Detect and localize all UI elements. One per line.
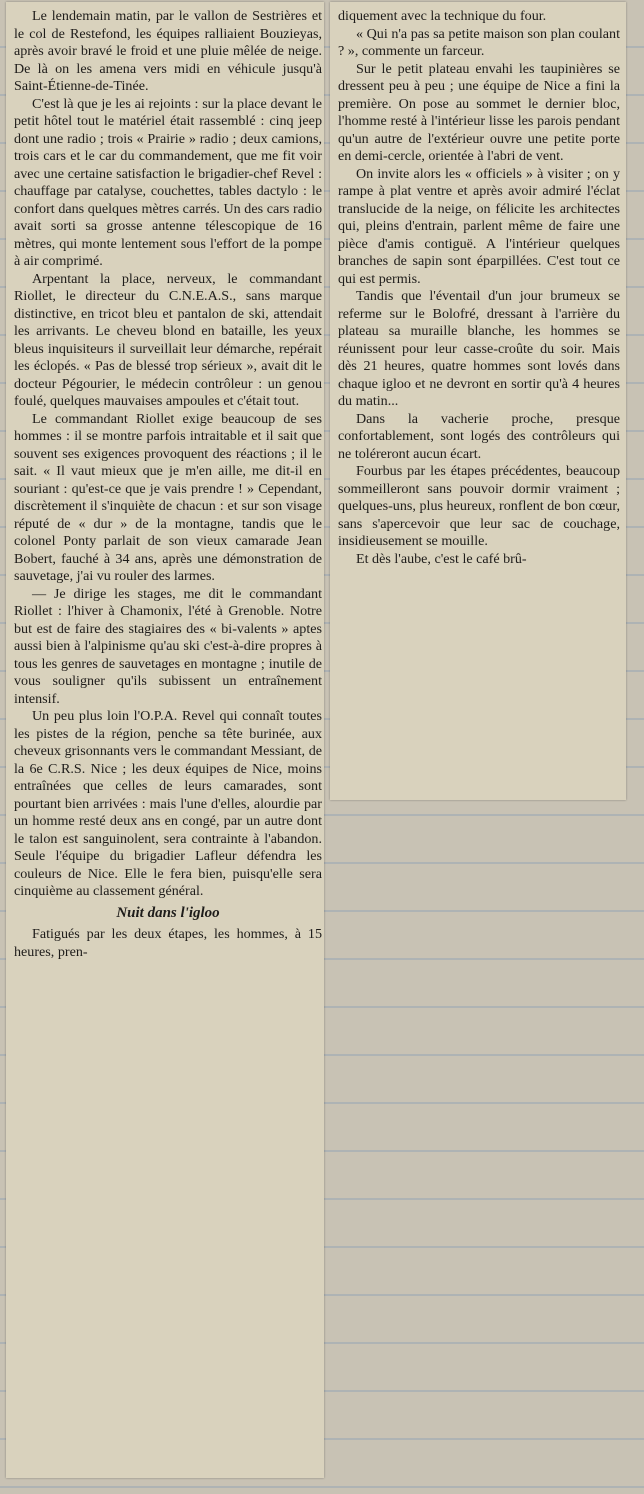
- paragraph: On invite alors les « officiels » à visiter ; on y rampe à plat ventre et après avoir admiré l'éclat translucide de la neige, on félicite les architectes qui, pleins d'entrain, parlent même de faire une pièce d'amis contiguë. A l'intérieur quelques branches de sapin sont éparpillées. C'est tout ce qui est permis.: [338, 165, 620, 287]
- paragraph: Un peu plus loin l'O.P.A. Revel qui connaît toutes les pistes de la région, penche sa tête burinée, aux cheveux grisonnants vers le commandant Messiant, de la 6e C.R.S. Nice ; les deux équipes de Nice, moins entraînées que celles de leurs camarades, sont pourtant bien arrivées : mais l'une d'elles, alourdie par un homme resté deux ans en congé, par un autre dont le talon est sanguinolent, sera contrainte à l'abandon. Seule l'équipe du brigadier Lafleur défendra les couleurs de Nice. Elle le fera bien, puisqu'elle sera cinquième au classement général.: [14, 708, 322, 899]
- right-column-text: [338, 8, 620, 568]
- paragraph: Fatigués par les deux étapes, les hommes, à 15 heures, pren-: [14, 926, 322, 960]
- left-column-text: [14, 8, 322, 961]
- clipping-right-column: [330, 2, 626, 800]
- paragraph: Arpentant la place, nerveux, le commandant Riollet, le directeur du C.N.E.A.S., sans marque distinctive, en tricot bleu et pantalon de ski, attendait les arrivants. Le cheveu blond en bataille, les yeux bleus inquisiteurs il surveillait leur démarche, repérait les éclopés. « Pas de blessé trop sérieux », avait dit le docteur Pégourier, le médecin contrôleur : un genou foulé, quelques mauvaises ampoules et c'était tout.: [14, 270, 322, 409]
- subheading: Nuit dans l'igloo: [116, 904, 220, 921]
- paragraph-continuation: diquement avec la technique du four.: [338, 8, 547, 24]
- paragraph: C'est là que je les ai rejoints : sur la place devant le petit hôtel tout le matériel était rassemblé : cinq jeep dont une radio ; trois « Prairie » radio ; deux camions, trois cars et le car du commandement, que me fit voir avec une certaine satisfaction le brigadier-chef Revel : chauffage par catalyse, couchettes, tables dactylo : le confort dans quelques mètres carrés. Un des cars radio avait sorti sa grosse antenne télescopique de 16 mètres, qui monte lentement sous l'effort de la pompe à air comprimé.: [14, 95, 322, 269]
- paragraph: Tandis que l'éventail d'un jour brumeux se referme sur le Bolofré, dressant à l'arrière du plateau sa muraille blanche, les hommes se réunissent pour leur casse-croûte du soir. Mais dès 21 heures, quatre hommes sont lovés dans chaque igloo et ne devront en sortir qu'à 4 heures du matin...: [338, 288, 620, 409]
- paragraph: Le lendemain matin, par le vallon de Sestrières et le col de Restefond, les équipes ralliaient Bouzieyas, après avoir bravé le froid et une pluie mêlée de neige. De là on les amena vers midi en véhicule jusqu'à Saint-Étienne-de-Tinée.: [14, 8, 322, 94]
- clipping-left-column: [6, 2, 324, 1478]
- paragraph: « Qui n'a pas sa petite maison son plan coulant ? », commente un farceur.: [338, 25, 620, 59]
- paragraph: Sur le petit plateau envahi les taupinières se dressent peu à peu ; une équipe de Nice a fini la première. On pose au sommet le dernier bloc, l'homme resté à l'intérieur lisse les parois pendant qu'un autre de l'extérieur ouvre une petite porte en demi-cercle, orientée à l'abri de vent.: [338, 60, 620, 164]
- paragraph: Le commandant Riollet exige beaucoup de ses hommes : il se montre parfois intraitable et il sait que souvent ses exigences provoquent des réactions ; il le sait. « Il vaut mieux que je m'en aille, me dit-il en souriant : qu'est-ce que je vais prendre ! » Cependant, discrètement il s'inquiète de chacun : et sur son visage réputé de « dur » de la montagne, tandis que le colonel Ponty parlait de son vieux camarade Jean Bobert, fauché à 34 ans, après une démonstration de sauvetage, j'ai vu rouler des larmes.: [14, 410, 322, 584]
- paragraph: Et dès l'aube, c'est le café brû-: [356, 550, 527, 567]
- paragraph: — Je dirige les stages, me dit le commandant Riollet : l'hiver à Chamonix, l'été à Grenoble. Notre but est de faire des stagiaires des « bi-valents » aptes aussi bien à l'alpinisme qu'au ski c'est-à-dire propres à tous les genres de sauvetages en montagne ; inutile de vous souligner qu'ils subissent un entraînement intensif.: [14, 585, 322, 707]
- paragraph: Dans la vacherie proche, presque confortablement, sont logés des contrôleurs qui ne toléreront aucun écart.: [338, 410, 620, 462]
- paragraph: Fourbus par les étapes précédentes, beaucoup sommeilleront sans pouvoir dormir vraiment ; quelques-uns, plus heureux, ronflent de bon cœur, sans s'apercevoir que leur sac de couchage, insidieusement se mouille.: [338, 463, 620, 549]
